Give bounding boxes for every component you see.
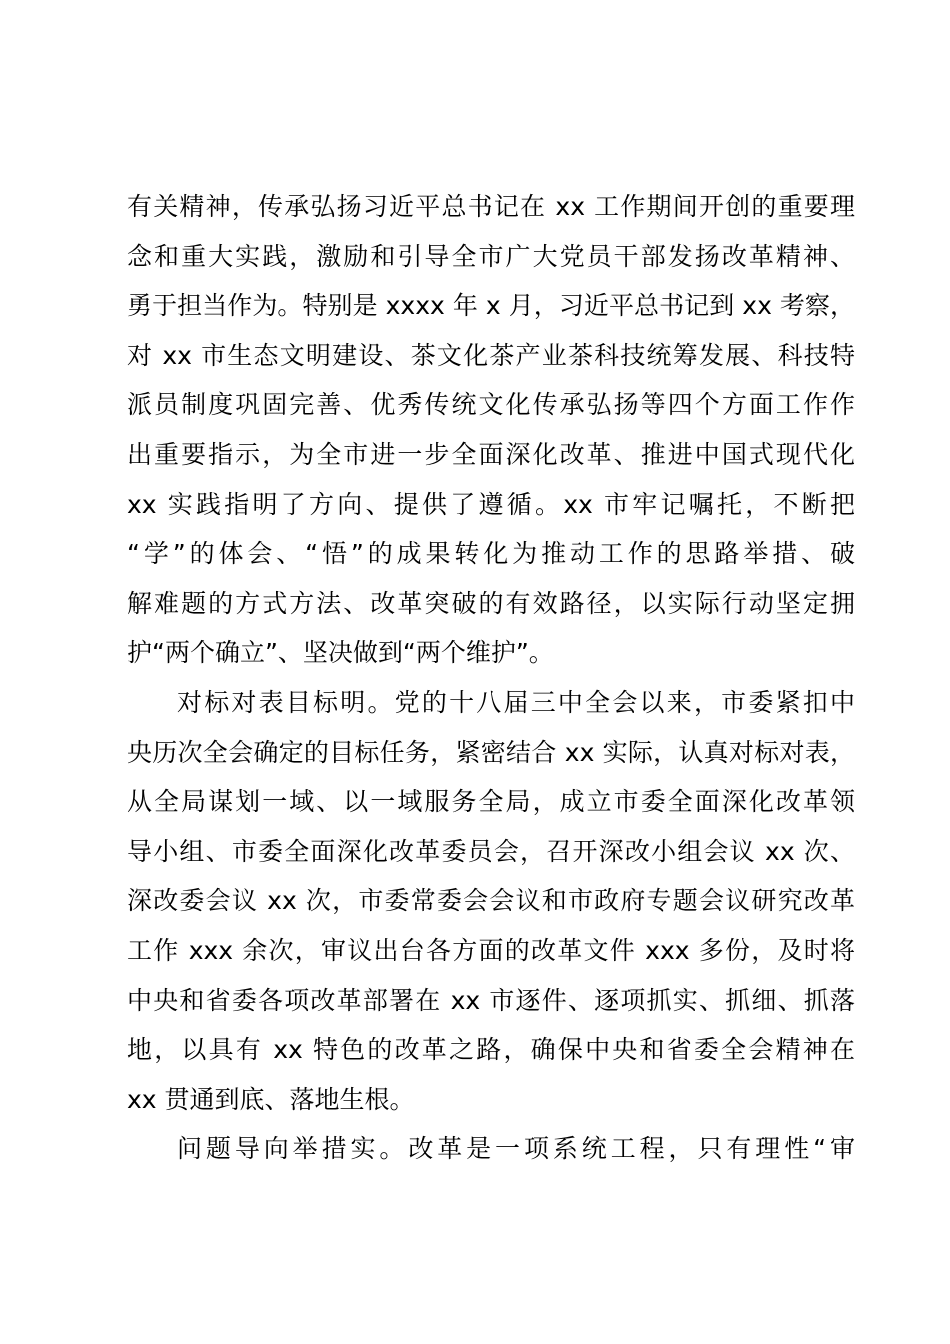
text-line-4: 对 xx 市生态文明建设、茶文化茶产业茶科技统筹发展、科技特: [127, 340, 855, 370]
paragraph-heading-line-2: 问题导向举措实。改革是一项系统工程，只有理性“审: [177, 1134, 855, 1164]
text-line-15: 深改委会议 xx 次，市委常委会会议和市政府专题会议研究改革: [127, 886, 855, 916]
text-line-6: 出重要指示，为全市进一步全面深化改革、推进中国式现代化: [127, 439, 855, 469]
text-line-13: 从全局谋划一域、以一域服务全局，成立市委全面深化改革领: [127, 787, 855, 817]
text-line-3: 勇于担当作为。特别是 xxxx 年 x 月，习近平总书记到 xx 考察，: [127, 291, 855, 321]
text-line-19: xx 贯通到底、落地生根。: [127, 1084, 415, 1114]
text-line-9: 解难题的方式方法、改革突破的有效路径，以实际行动坚定拥: [127, 588, 855, 618]
text-line-10: 护“两个确立”、坚决做到“两个维护”。: [127, 638, 554, 668]
document-body: [127, 182, 855, 1174]
text-line-2: 念和重大实践，激励和引导全市广大党员干部发扬改革精神、: [127, 241, 855, 271]
text-line-7: xx 实践指明了方向、提供了遵循。xx 市牢记嘱托，不断把: [127, 489, 855, 519]
text-line-12: 央历次全会确定的目标任务，紧密结合 xx 实际，认真对标对表，: [127, 737, 855, 767]
text-line-18: 地，以具有 xx 特色的改革之路，确保中央和省委全会精神在: [127, 1035, 855, 1065]
paragraph-heading-line-1: 对标对表目标明。党的十八届三中全会以来，市委紧扣中: [177, 687, 855, 717]
text-line-8: “学”的体会、“悟”的成果转化为推动工作的思路举措、破: [127, 539, 855, 569]
text-line-16: 工作 xxx 余次，审议出台各方面的改革文件 xxx 多份，及时将: [127, 935, 855, 965]
text-line-5: 派员制度巩固完善、优秀传统文化传承弘扬等四个方面工作作: [127, 390, 855, 420]
text-line-17: 中央和省委各项改革部署在 xx 市逐件、逐项抓实、抓细、抓落: [127, 985, 855, 1015]
text-line-1: 有关精神，传承弘扬习近平总书记在 xx 工作期间开创的重要理: [127, 192, 855, 221]
text-line-14: 导小组、市委全面深化改革委员会，召开深改小组会议 xx 次、: [127, 836, 855, 866]
